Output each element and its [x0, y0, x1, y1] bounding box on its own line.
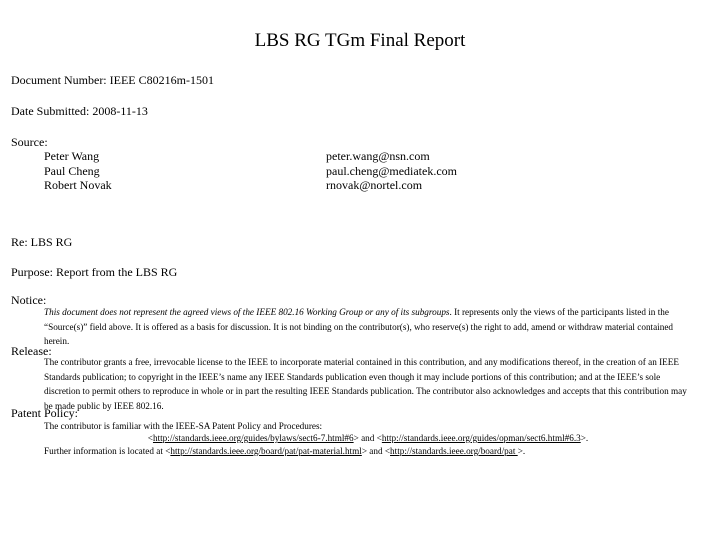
release-text: The contributor grants a free, irrevocable license to the IEEE to incorporate material contained in this contribution, and any modifications thereof, in the creation of an IEEE Standards publication; to copyright in the IEEE’s name any IEEE Standards publication even though it may include portions of this contribution; and at the IEEE’s sole discretion to permit others to reproduce in whole or in part the resulting IEEE Standards publication. The contributor also acknowledges and accepts that this contribution may be made public by IEEE 802.16. — [44, 357, 687, 411]
opman-link[interactable]: http://standards.ieee.org/guides/opman/sect6.html#6.3 — [381, 433, 581, 443]
patent-further-info: Further information is located at < — [44, 446, 171, 456]
source-email: peter.wang@nsn.com — [326, 149, 430, 163]
patent-policy-label: Patent Policy: — [11, 406, 78, 420]
patent-line-1: The contributor is familiar with the IEEE-SA Patent Policy and Procedures: — [44, 421, 323, 431]
patent-end-1: >. — [580, 433, 589, 443]
patent-end-2: >. — [517, 446, 526, 456]
pat-material-link[interactable]: http://standards.ieee.org/board/pat/pat-material.html — [170, 446, 362, 456]
patent-line-3 — [44, 444, 692, 459]
pat-board-link[interactable]: http://standards.ieee.org/board/pat — [390, 446, 518, 456]
purpose-line: Purpose: Report from the LBS RG — [11, 265, 178, 279]
notice-rest: . It represents only the views of the participants listed in the “Source(s)” field above. It is offered as a basis for discussion. It is not binding on the contributor(s), who reserve(s) the right to add, amend or withdraw material contained herein. — [44, 307, 673, 346]
patent-and-2: > and < — [361, 446, 391, 456]
source-name: Robert Novak — [44, 178, 112, 192]
patent-and-1: > and < — [353, 433, 382, 443]
bylaws-link[interactable]: http://standards.ieee.org/guides/bylaws/sect6-7.html#6 — [152, 433, 354, 443]
notice-text — [44, 305, 692, 349]
source-email: rnovak@nortel.com — [326, 178, 423, 192]
date-submitted: Date Submitted: 2008-11-13 — [11, 104, 148, 118]
source-label: Source: — [11, 135, 48, 149]
source-name: Peter Wang — [44, 149, 100, 163]
notice-label: Notice: — [11, 293, 47, 307]
source-email: paul.cheng@mediatek.com — [326, 164, 458, 178]
source-name: Paul Cheng — [44, 164, 100, 178]
re-line: Re: LBS RG — [11, 235, 73, 249]
document-number: Document Number: IEEE C80216m-1501 — [11, 73, 214, 87]
notice-italic: This document does not represent the agreed views of the IEEE 802.16 Working Group or any of its subgroups — [44, 307, 450, 317]
document-title: LBS RG TGm Final Report — [254, 30, 466, 51]
patent-line-2: <http://standards.ieee.org/guides/bylaws/sect6-7.html#6> and <http://standards.ieee.org/guides/opman/sect6.html#6.3>. — [147, 433, 589, 443]
release-label: Release: — [11, 344, 52, 358]
